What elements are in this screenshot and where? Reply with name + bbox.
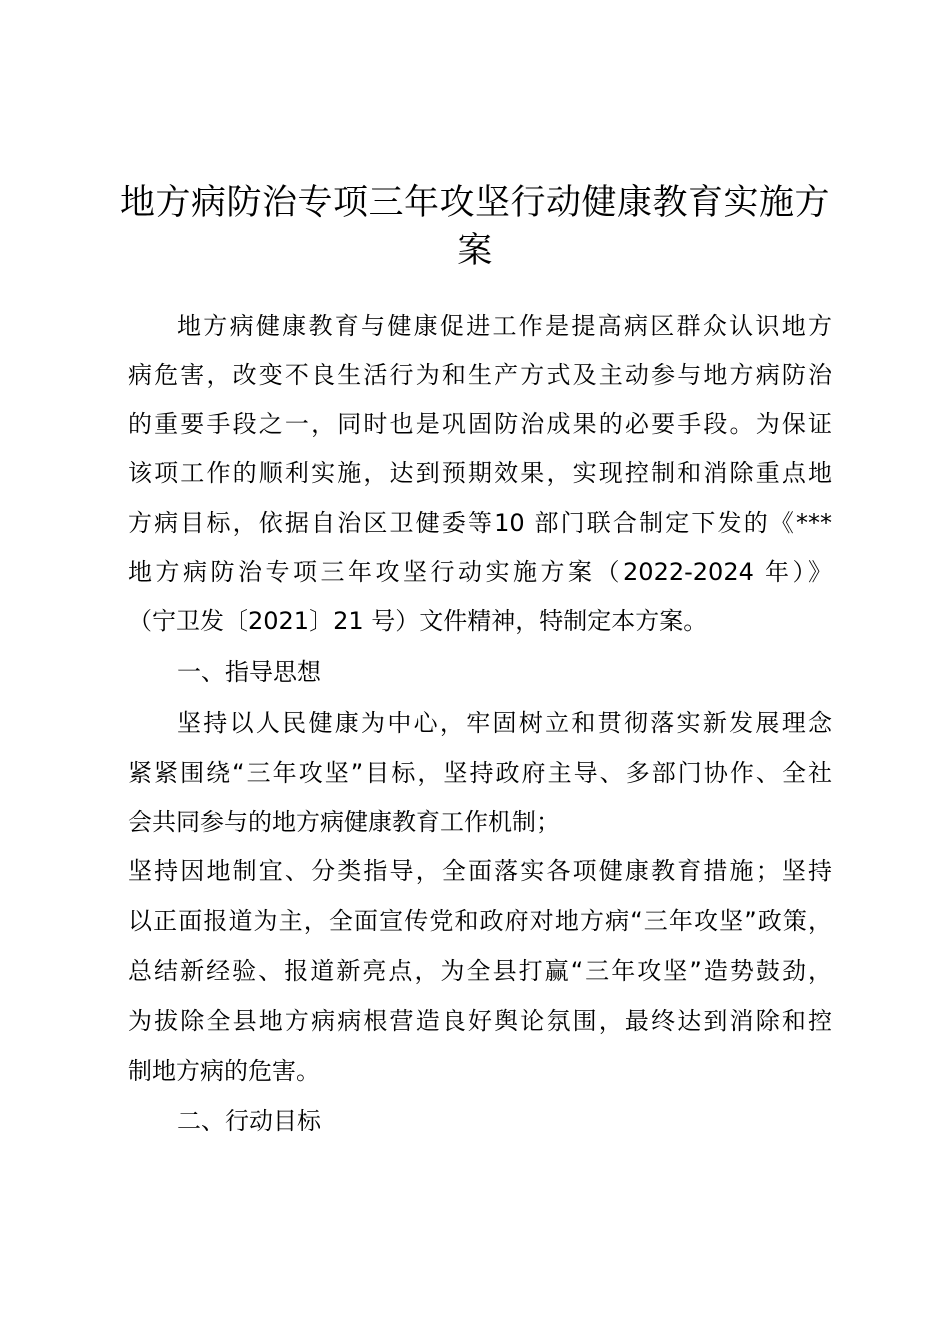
paragraph-2-line-2: 紧紧围绕“三年攻坚”目标，坚持政府主导、多部门协作、全社 xyxy=(128,759,832,787)
section-heading-guiding-ideology: 一、指导思想 xyxy=(177,658,321,686)
paragraph-2-line-1: 坚持以人民健康为中心，牢固树立和贯彻落实新发展理念 xyxy=(177,709,832,737)
paragraph-1-line-5: 方病目标，依据自治区卫健委等10 部门联合制定下发的《*** xyxy=(128,509,832,537)
paragraph-2-line-3: 会共同参与的地方病健康教育工作机制； xyxy=(128,808,560,836)
paragraph-3-line-1: 坚持因地制宜、分类指导，全面落实各项健康教育措施；坚持 xyxy=(128,857,832,885)
paragraph-1-line-6: 地方病防治专项三年攻坚行动实施方案（2022-2024 年）》 xyxy=(128,558,832,586)
paragraph-1-line-3: 的重要手段之一，同时也是巩固防治成果的必要手段。为保证 xyxy=(128,410,832,438)
paragraph-1-line-7: （宁卫发〔2021〕21 号）文件精神，特制定本方案。 xyxy=(128,607,708,635)
section-heading-action-goals: 二、行动目标 xyxy=(177,1107,321,1135)
paragraph-1-line-2: 病危害，改变不良生活行为和生产方式及主动参与地方病防治 xyxy=(128,361,832,389)
document-title-line-1: 地方病防治专项三年攻坚行动健康教育实施方 xyxy=(119,183,830,223)
paragraph-3-line-3: 总结新经验、报道新亮点，为全县打赢“三年攻坚”造势鼓劲， xyxy=(128,957,832,985)
paragraph-1-line-1: 地方病健康教育与健康促进工作是提高病区群众认识地方 xyxy=(177,312,832,340)
document-title-line-2: 案 xyxy=(457,231,493,271)
paragraph-3-line-4: 为拔除全县地方病病根营造良好舆论氛围，最终达到消除和控 xyxy=(128,1007,832,1035)
paragraph-3-line-2: 以正面报道为主，全面宣传党和政府对地方病“三年攻坚”政策， xyxy=(128,907,832,935)
paragraph-3-line-5: 制地方病的危害。 xyxy=(128,1057,320,1085)
paragraph-1-line-4: 该项工作的顺利实施，达到预期效果，实现控制和消除重点地 xyxy=(128,459,832,487)
